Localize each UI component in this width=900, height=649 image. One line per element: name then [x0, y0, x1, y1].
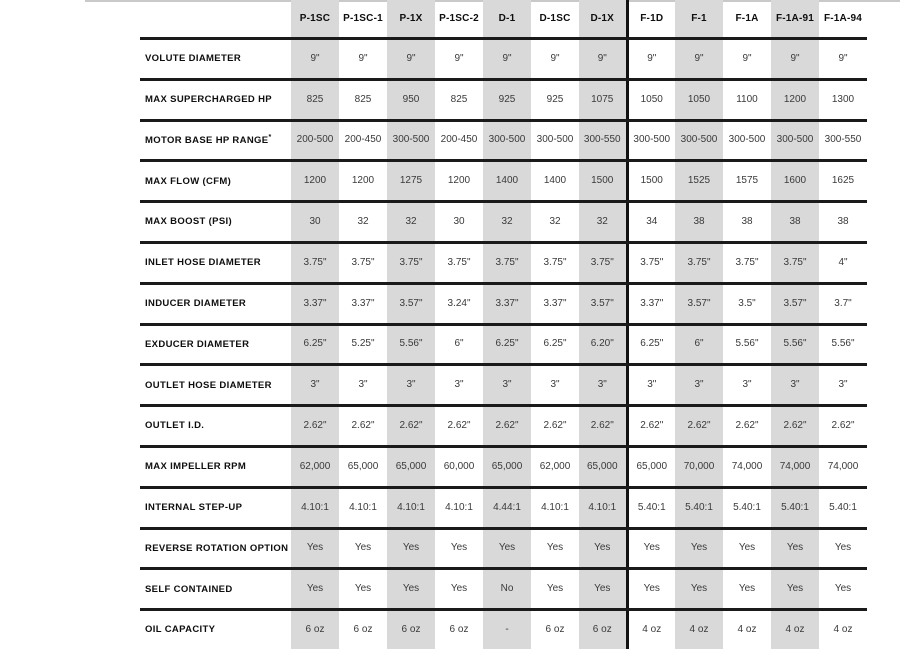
spec-cell: 1050	[627, 79, 675, 120]
spec-cell: 300-500	[387, 120, 435, 161]
spec-cell: 3.75"	[627, 242, 675, 283]
spec-cell: 70,000	[675, 446, 723, 487]
spec-cell: 4 oz	[627, 610, 675, 649]
spec-cell: 3.37"	[483, 283, 531, 324]
column-header-row	[140, 0, 867, 39]
spec-cell: 4 oz	[675, 610, 723, 649]
spec-cell: 1275	[387, 161, 435, 202]
spec-row	[140, 283, 867, 324]
spec-cell: 5.40:1	[819, 487, 867, 528]
row-label: OIL CAPACITY	[145, 624, 216, 636]
column-header-f-1a: F-1A	[723, 0, 771, 39]
spec-cell: 74,000	[771, 446, 819, 487]
spec-cell: 3.75"	[435, 242, 483, 283]
spec-cell: 5.56"	[723, 324, 771, 365]
spec-cell: 825	[339, 79, 387, 120]
spec-cell: 3"	[339, 365, 387, 406]
spec-cell: 9"	[291, 39, 339, 80]
spec-cell: 1200	[435, 161, 483, 202]
spec-row	[140, 365, 867, 406]
spec-cell: 3.75"	[291, 242, 339, 283]
spec-cell: -	[483, 610, 531, 649]
row-label: MAX BOOST (PSI)	[140, 202, 291, 243]
spec-cell: Yes	[339, 569, 387, 610]
spec-cell: Yes	[435, 528, 483, 569]
spec-cell: 1500	[627, 161, 675, 202]
spec-cell: 62,000	[531, 446, 579, 487]
spec-cell: 9"	[675, 39, 723, 80]
spec-cell: 3.57"	[771, 283, 819, 324]
column-header-p-1sc: P-1SC	[291, 0, 339, 39]
spec-cell: 4.10:1	[291, 487, 339, 528]
spec-cell: 6"	[675, 324, 723, 365]
column-header-d-1x: D-1X	[579, 0, 627, 39]
spec-cell: 3.75"	[771, 242, 819, 283]
spec-row	[140, 446, 867, 487]
row-label: MAX IMPELLER RPM	[140, 446, 291, 487]
spec-cell: 32	[531, 202, 579, 243]
spec-cell: 200-500	[291, 120, 339, 161]
spec-cell: Yes	[819, 528, 867, 569]
spec-cell: 5.56"	[771, 324, 819, 365]
spec-cell: 2.62"	[579, 406, 627, 447]
spec-cell: 2.62"	[723, 406, 771, 447]
spec-cell: 34	[627, 202, 675, 243]
spec-cell: 30	[435, 202, 483, 243]
spec-cell: 4"	[819, 242, 867, 283]
spec-row	[140, 610, 867, 649]
spec-cell: 6.25"	[627, 324, 675, 365]
spec-row	[140, 487, 867, 528]
column-header-d-1sc: D-1SC	[531, 0, 579, 39]
spec-cell: 74,000	[723, 446, 771, 487]
spec-row	[140, 242, 867, 283]
spec-cell: 1575	[723, 161, 771, 202]
spec-cell: 62,000	[291, 446, 339, 487]
spec-cell: Yes	[771, 569, 819, 610]
spec-cell: 3.7"	[819, 283, 867, 324]
spec-cell: 2.62"	[771, 406, 819, 447]
spec-cell: 3"	[579, 365, 627, 406]
column-header-f-1: F-1	[675, 0, 723, 39]
spec-cell: 2.62"	[291, 406, 339, 447]
row-label: OUTLET HOSE DIAMETER	[140, 365, 291, 406]
spec-cell: 5.40:1	[627, 487, 675, 528]
spec-cell: 6"	[435, 324, 483, 365]
spec-cell: 3"	[435, 365, 483, 406]
row-label: REVERSE ROTATION OPTION	[140, 528, 291, 569]
table-corner-cell	[140, 0, 291, 39]
spec-cell: Yes	[387, 528, 435, 569]
spec-cell: Yes	[531, 569, 579, 610]
spec-cell: 3.57"	[675, 283, 723, 324]
spec-cell: 3.75"	[339, 242, 387, 283]
column-header-p-1sc-2: P-1SC-2	[435, 0, 483, 39]
spec-cell: 3.24"	[435, 283, 483, 324]
spec-cell: 4.10:1	[579, 487, 627, 528]
spec-row	[140, 569, 867, 610]
spec-cell: Yes	[291, 528, 339, 569]
spec-cell: 2.62"	[531, 406, 579, 447]
spec-cell: Yes	[339, 528, 387, 569]
spec-cell: 3.75"	[723, 242, 771, 283]
spec-cell: 4.10:1	[435, 487, 483, 528]
spec-cell: 1050	[675, 79, 723, 120]
spec-cell: 1400	[483, 161, 531, 202]
spec-cell: 5.25"	[339, 324, 387, 365]
spec-cell: 3"	[723, 365, 771, 406]
row-label: INTERNAL STEP-UP	[140, 487, 291, 528]
spec-cell: 9"	[435, 39, 483, 80]
spec-row	[140, 202, 867, 243]
spec-cell: 60,000	[435, 446, 483, 487]
spec-cell: Yes	[675, 528, 723, 569]
spec-cell: 1300	[819, 79, 867, 120]
spec-cell: 3.57"	[387, 283, 435, 324]
spec-cell: 300-500	[723, 120, 771, 161]
row-label: EXDUCER DIAMETER	[140, 324, 291, 365]
spec-cell: 6 oz	[545, 624, 565, 636]
spec-cell: 65,000	[339, 446, 387, 487]
spec-cell: 1625	[819, 161, 867, 202]
spec-cell: 3"	[483, 365, 531, 406]
spec-cell: 2.62"	[387, 406, 435, 447]
spec-cell: 825	[435, 79, 483, 120]
spec-cell: 200-450	[435, 120, 483, 161]
row-label: INDUCER DIAMETER	[140, 283, 291, 324]
spec-cell: 9"	[723, 39, 771, 80]
spec-cell: Yes	[579, 569, 627, 610]
spec-cell: 1100	[723, 79, 771, 120]
spec-cell: 300-550	[819, 120, 867, 161]
spec-cell: 6 oz	[449, 624, 469, 636]
spec-cell: 3.75"	[579, 242, 627, 283]
spec-cell: 5.56"	[387, 324, 435, 365]
spec-cell: 3.75"	[387, 242, 435, 283]
column-header-f-1d: F-1D	[627, 0, 675, 39]
spec-cell: 9"	[579, 39, 627, 80]
spec-cell: Yes	[483, 528, 531, 569]
spec-cell: Yes	[771, 528, 819, 569]
spec-cell: 2.62"	[627, 406, 675, 447]
spec-cell: 6 oz	[579, 610, 627, 649]
spec-cell: 65,000	[387, 446, 435, 487]
spec-cell: 3.37"	[291, 283, 339, 324]
spec-cell: 300-550	[579, 120, 627, 161]
spec-cell: 3.57"	[579, 283, 627, 324]
spec-cell: 3.37"	[531, 283, 579, 324]
spec-cell: Yes	[579, 528, 627, 569]
spec-cell: 38	[771, 202, 819, 243]
spec-cell: 825	[291, 79, 339, 120]
footnote-mark: *	[268, 133, 272, 141]
spec-cell: 32	[483, 202, 531, 243]
column-header-p-1sc-1: P-1SC-1	[339, 0, 387, 39]
spec-cell: 2.62"	[483, 406, 531, 447]
spec-cell: 1400	[531, 161, 579, 202]
spec-cell: 2.62"	[675, 406, 723, 447]
spec-cell: Yes	[627, 528, 675, 569]
row-label: MAX SUPERCHARGED HP	[140, 79, 291, 120]
spec-cell: 300-500	[483, 120, 531, 161]
spec-cell: Yes	[819, 569, 867, 610]
spec-cell: 6 oz	[387, 610, 435, 649]
spec-cell: 38	[819, 202, 867, 243]
spec-cell: Yes	[531, 528, 579, 569]
column-header-p-1x: P-1X	[387, 0, 435, 39]
supercharger-spec-table	[140, 0, 867, 649]
spec-cell: 32	[579, 202, 627, 243]
spec-cell: 9"	[627, 39, 675, 80]
spec-cell: 3"	[627, 365, 675, 406]
spec-cell: 65,000	[627, 446, 675, 487]
spec-cell: 65,000	[483, 446, 531, 487]
spec-cell: 3.5"	[723, 283, 771, 324]
spec-cell: Yes	[291, 569, 339, 610]
spec-cell: 300-500	[675, 120, 723, 161]
spec-cell: Yes	[387, 569, 435, 610]
spec-cell: 3"	[531, 365, 579, 406]
spec-row	[140, 79, 867, 120]
spec-cell: 9"	[339, 39, 387, 80]
spec-cell: 300-500	[531, 120, 579, 161]
spec-cell: 65,000	[579, 446, 627, 487]
spec-cell: Yes	[675, 569, 723, 610]
spec-cell: 3"	[291, 365, 339, 406]
row-label: VOLUTE DIAMETER	[140, 39, 291, 80]
spec-cell: 2.62"	[435, 406, 483, 447]
spec-cell: 3"	[771, 365, 819, 406]
spec-cell: No	[483, 569, 531, 610]
spec-cell: Yes	[627, 569, 675, 610]
spec-cell: 9"	[531, 39, 579, 80]
spec-cell: 5.40:1	[771, 487, 819, 528]
spec-cell: 5.40:1	[723, 487, 771, 528]
spec-cell: 1500	[579, 161, 627, 202]
spec-cell: 38	[675, 202, 723, 243]
row-label: INLET HOSE DIAMETER	[140, 242, 291, 283]
spec-cell: 925	[531, 79, 579, 120]
row-label: OUTLET I.D.	[140, 406, 291, 447]
spec-cell: 5.56"	[819, 324, 867, 365]
spec-cell: 4 oz	[771, 610, 819, 649]
row-label: MOTOR BASE HP RANGE*	[140, 120, 291, 161]
spec-cell: 4.10:1	[531, 487, 579, 528]
spec-cell: 4 oz	[833, 624, 853, 636]
spec-row	[140, 39, 867, 80]
spec-cell: 3"	[387, 365, 435, 406]
spec-cell: 2.62"	[339, 406, 387, 447]
spec-cell: 3.37"	[627, 283, 675, 324]
spec-row	[140, 161, 867, 202]
spec-cell: 6.25"	[291, 324, 339, 365]
spec-cell: 6.25"	[483, 324, 531, 365]
spec-cell: 2.62"	[819, 406, 867, 447]
spec-cell: 3.75"	[675, 242, 723, 283]
spec-cell: 950	[387, 79, 435, 120]
column-header-f-1a-94: F-1A-94	[819, 0, 867, 39]
spec-cell: 4.44:1	[483, 487, 531, 528]
spec-cell: 3"	[675, 365, 723, 406]
column-header-f-1a-91: F-1A-91	[771, 0, 819, 39]
spec-cell: 9"	[771, 39, 819, 80]
spec-cell: 1200	[291, 161, 339, 202]
spec-cell: Yes	[723, 528, 771, 569]
spec-cell: 4 oz	[737, 624, 757, 636]
spec-cell: 1525	[675, 161, 723, 202]
spec-cell: 6 oz	[291, 610, 339, 649]
spec-row	[140, 406, 867, 447]
spec-cell: 1075	[579, 79, 627, 120]
row-label: SELF CONTAINED	[140, 569, 291, 610]
spec-cell: 32	[387, 202, 435, 243]
spec-row	[140, 528, 867, 569]
spec-cell: 925	[483, 79, 531, 120]
spec-cell: 3.37"	[339, 283, 387, 324]
spec-rows	[140, 39, 867, 649]
spec-cell: 4.10:1	[339, 487, 387, 528]
spec-cell: 30	[291, 202, 339, 243]
spec-cell: 200-450	[339, 120, 387, 161]
spec-cell: 3.75"	[531, 242, 579, 283]
spec-cell: 3"	[819, 365, 867, 406]
spec-cell: 32	[339, 202, 387, 243]
spec-cell: 9"	[483, 39, 531, 80]
spec-cell: 4.10:1	[387, 487, 435, 528]
spec-cell: Yes	[723, 569, 771, 610]
row-label: MAX FLOW (CFM)	[140, 161, 291, 202]
spec-cell: 9"	[387, 39, 435, 80]
spec-cell: 1600	[771, 161, 819, 202]
spec-cell: 1200	[339, 161, 387, 202]
spec-cell: 74,000	[819, 446, 867, 487]
spec-cell: 38	[723, 202, 771, 243]
spec-cell: 300-500	[771, 120, 819, 161]
spec-cell: 1200	[771, 79, 819, 120]
column-header-d-1: D-1	[483, 0, 531, 39]
spec-cell: 9"	[819, 39, 867, 80]
spec-cell: 6.25"	[531, 324, 579, 365]
spec-row	[140, 120, 867, 161]
spec-row	[140, 324, 867, 365]
spec-cell: 6 oz	[353, 624, 373, 636]
spec-cell: 6.20"	[579, 324, 627, 365]
spec-cell: 5.40:1	[675, 487, 723, 528]
spec-cell: 300-500	[627, 120, 675, 161]
spec-cell: Yes	[435, 569, 483, 610]
spec-cell: 3.75"	[483, 242, 531, 283]
